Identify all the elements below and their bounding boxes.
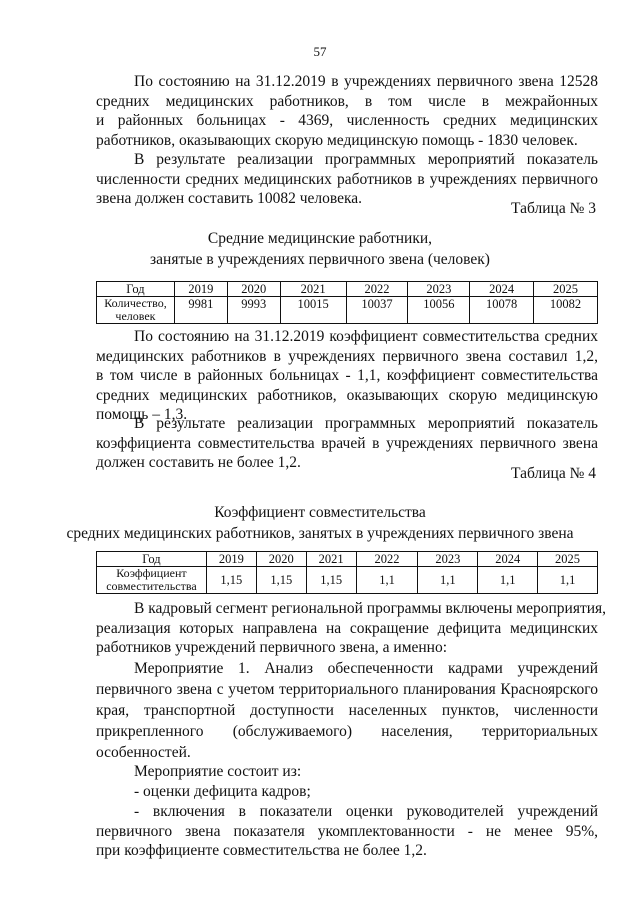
paragraph-6 xyxy=(96,658,598,763)
table-4-title xyxy=(0,502,640,544)
table-row-label xyxy=(97,297,175,324)
table-cell: 9981 xyxy=(174,297,227,324)
text-line: средних медицинских работников, оказывающих скорую медицинскую xyxy=(96,386,598,404)
text-line: в том числе в районных больницах - 1,1, коэффициент совместительства xyxy=(96,367,598,384)
table-header-cell: 2024 xyxy=(470,282,534,297)
table-header-cell: 2025 xyxy=(538,552,598,567)
table-header-cell: 2023 xyxy=(418,552,478,567)
table-header-cell: 2021 xyxy=(280,282,346,297)
table-header-cell: 2023 xyxy=(408,282,470,297)
text-line: - оценки дефицита кадров; xyxy=(134,782,311,800)
table-header-cell: 2022 xyxy=(346,282,408,297)
text-line: работников учреждений первичного звена, а именно: xyxy=(96,639,448,656)
table-header-cell: Год xyxy=(97,552,207,567)
text-line: первичного звена показателя укомплектованности - не менее 95%, xyxy=(96,822,598,840)
text-line: В результате реализации программных мероприятий показатель xyxy=(134,415,598,432)
paragraph-8 xyxy=(96,802,598,861)
table-3-title xyxy=(0,228,640,270)
text-line: реализация которых направлена на сокращение дефицита медицинских xyxy=(96,619,598,637)
table-4 xyxy=(96,551,598,594)
table-cell: 1,15 xyxy=(256,567,306,594)
row-label-line: Коэффициент xyxy=(116,566,187,580)
table-4-label: Таблица № 4 xyxy=(511,465,596,482)
table-row xyxy=(97,567,598,594)
table-cell: 10056 xyxy=(408,297,470,324)
text-line: помощь – 1,3. xyxy=(96,406,188,423)
table-header-row xyxy=(97,552,598,567)
table-header-cell: 2020 xyxy=(227,282,280,297)
text-line: работников, оказывающих скорую медицинскую помощь - 1830 человек. xyxy=(96,131,578,149)
text-line: В кадровый сегмент региональной программы включены мероприятия, xyxy=(134,600,607,617)
table-cell: 1,15 xyxy=(206,567,256,594)
table-4-title-line: Коэффициент совместительства xyxy=(214,504,426,521)
table-3 xyxy=(96,281,598,324)
paragraph-4 xyxy=(96,414,598,473)
paragraph-5 xyxy=(96,599,607,658)
text-line: - включения в показатели оценки руководителей учреждений xyxy=(134,803,598,820)
table-header-cell: 2019 xyxy=(206,552,256,567)
text-line: прикрепленного (обслуживаемого) населения, территориальных xyxy=(96,723,598,740)
table-cell: 1,15 xyxy=(306,567,356,594)
text-line: должен составить не более 1,2. xyxy=(96,454,301,471)
table-3-label: Таблица № 3 xyxy=(511,200,596,217)
page-number: 57 xyxy=(313,44,327,59)
text-line: особенностей. xyxy=(96,744,191,761)
text-line: медицинских работников в учреждениях первичного звена составил 1,2, xyxy=(96,347,598,365)
paragraph-1 xyxy=(96,72,598,150)
table-header-cell: 2022 xyxy=(356,552,418,567)
table-cell: 10082 xyxy=(534,297,598,324)
paragraph-7 xyxy=(96,762,598,801)
text-line: звена должен составить 10082 человека. xyxy=(96,190,363,207)
table-cell: 10078 xyxy=(470,297,534,324)
row-label-line: человек xyxy=(115,309,156,323)
table-header-cell: 2025 xyxy=(534,282,598,297)
row-label-line: совместительства xyxy=(106,579,197,593)
text-line: Мероприятие состоит из: xyxy=(134,763,302,780)
text-line: По состоянию на 31.12.2019 коэффициент совместительства средних xyxy=(134,328,598,345)
table-header-cell: 2024 xyxy=(478,552,538,567)
text-line: численности средних медицинских работников в учреждениях первичного xyxy=(96,170,598,188)
text-line: средних медицинских работников, в том числе в межрайонных xyxy=(96,92,598,110)
table-cell: 9993 xyxy=(227,297,280,324)
table-cell: 1,1 xyxy=(478,567,538,594)
table-cell: 1,1 xyxy=(538,567,598,594)
text-line: и районных больницах - 4369, численность средних медицинских xyxy=(96,112,598,129)
text-line: при коэффициенте совместительства не более 1,2. xyxy=(96,842,427,859)
table-cell: 10037 xyxy=(346,297,408,324)
row-label-line: Количество, xyxy=(104,296,167,310)
paragraph-3 xyxy=(96,327,598,425)
table-header-cell: 2019 xyxy=(174,282,227,297)
table-header-row xyxy=(97,282,598,297)
text-line: Мероприятие 1. Анализ обеспеченности кадрами учреждений xyxy=(134,660,598,677)
text-line: коэффициента совместительства врачей в учреждениях первичного звена xyxy=(96,434,598,452)
text-line: первичного звена с учетом территориального планирования Красноярского xyxy=(96,681,598,698)
table-3-title-line: занятые в учреждениях первичного звена (человек) xyxy=(150,251,490,268)
table-row-label xyxy=(97,567,207,594)
table-cell: 1,1 xyxy=(356,567,418,594)
text-line: В результате реализации программных мероприятий показатель xyxy=(134,151,598,168)
table-header-cell: 2021 xyxy=(306,552,356,567)
table-header-cell: Год xyxy=(97,282,175,297)
table-row xyxy=(97,297,598,324)
text-line: По состоянию на 31.12.2019 в учреждениях первичного звена 12528 xyxy=(134,73,598,90)
table-4-title-line: средних медицинских работников, занятых в учреждениях первичного звена xyxy=(66,525,574,542)
text-line: края, транспортной доступности населенных пунктов, численности xyxy=(96,702,598,719)
table-cell: 10015 xyxy=(280,297,346,324)
table-cell: 1,1 xyxy=(418,567,478,594)
table-header-cell: 2020 xyxy=(256,552,306,567)
table-3-title-line: Средние медицинские работники, xyxy=(207,230,433,247)
